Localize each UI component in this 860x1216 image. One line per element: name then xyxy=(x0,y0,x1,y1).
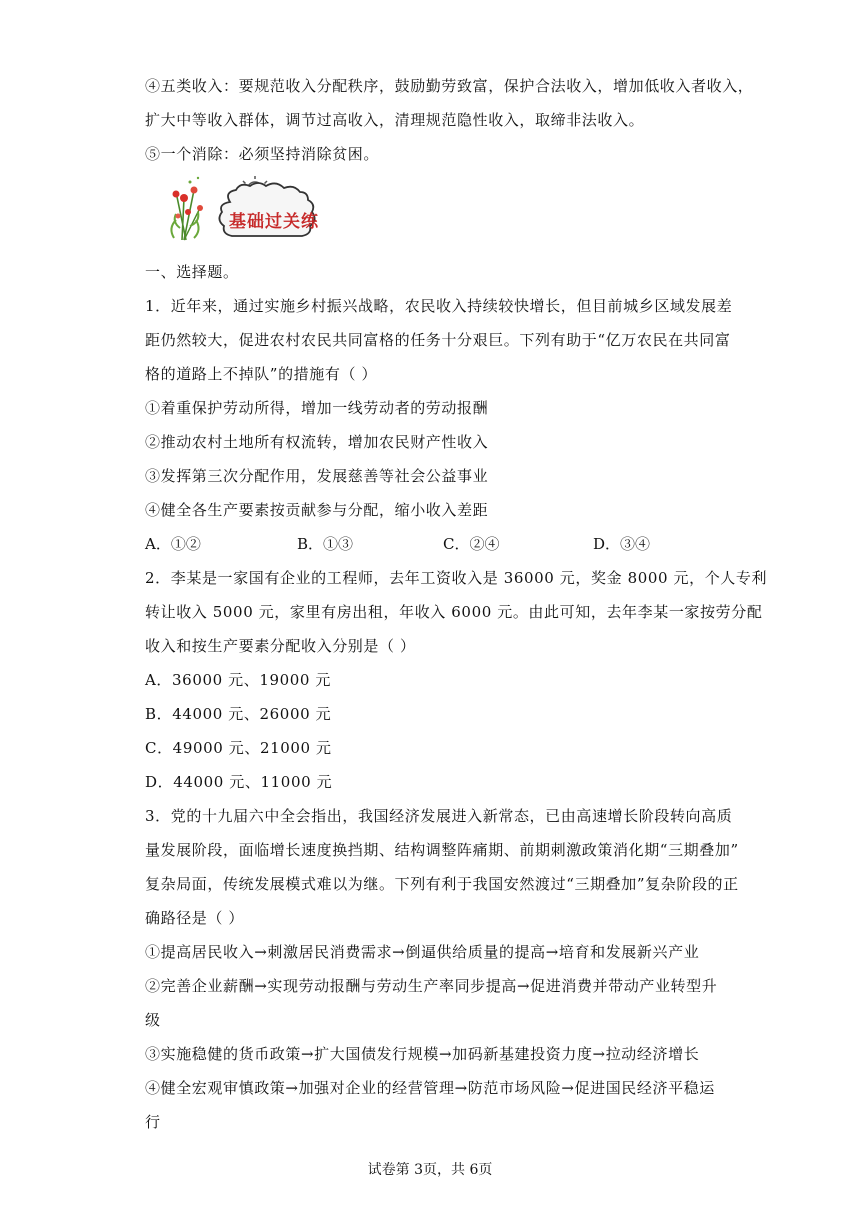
q2-option-c: C．49000 元、21000 元 xyxy=(145,739,332,757)
q1-option-a: A．①② xyxy=(145,535,201,553)
banner-label: 基础过关练 xyxy=(229,212,319,232)
q3-statement-4: ④健全宏观审慎政策→加强对企业的经营管理→防范市场风险→促进国民经济平稳运 xyxy=(145,1079,715,1097)
q2-option-a: A．36000 元、19000 元 xyxy=(145,671,332,689)
q1-option-b: B．①③ xyxy=(297,535,354,553)
q1-statement-2: ②推动农村土地所有权流转，增加农民财产性收入 xyxy=(145,433,489,451)
page-footer: 试卷第 3页，共 6页 xyxy=(367,1162,493,1178)
q1-stem-line-2: 距仍然较大，促进农村农民共同富格的任务十分艰巨。下列有助于“亿万农民在共同富 xyxy=(145,331,731,349)
q1-statement-3: ③发挥第三次分配作用，发展慈善等社会公益事业 xyxy=(145,467,489,485)
intro-line-3: ⑤一个消除：必须坚持消除贫困。 xyxy=(145,145,380,163)
q3-stem-line-1: 3．党的十九届六中全会指出，我国经济发展进入新常态，已由高速增长阶段转向高质 xyxy=(145,807,733,825)
q2-stem-line-2: 转让收入 5000 元，家里有房出租，年收入 6000 元。由此可知，去年李某一家按劳分配 xyxy=(145,603,763,621)
q1-statement-1: ①着重保护劳动所得，增加一线劳动者的劳动报酬 xyxy=(145,399,489,417)
section-banner xyxy=(160,168,360,248)
intro-line-1: ④五类收入：要规范收入分配秩序，鼓励勤劳致富，保护合法收入，增加低收入者收入， xyxy=(145,77,754,95)
q3-stem-line-2: 量发展阶段，面临增长速度换挡期、结构调整阵痛期、前期刺激政策消化期“三期叠加” xyxy=(145,841,739,859)
q2-stem-line-1: 2．李某是一家国有企业的工程师，去年工资收入是 36000 元，奖金 8000 元，个人专利 xyxy=(145,569,768,587)
q3-statement-3: ③实施稳健的货币政策→扩大国债发行规模→加码新基建投资力度→拉动经济增长 xyxy=(145,1045,700,1063)
flower-illustration-icon xyxy=(171,177,203,240)
q2-stem-line-3: 收入和按生产要素分配收入分别是（ ） xyxy=(145,637,416,655)
q1-option-c: C．②④ xyxy=(443,535,500,553)
q1-stem-line-3: 格的道路上不掉队”的措施有（ ） xyxy=(145,365,378,383)
section-title: 一、选择题。 xyxy=(145,263,239,281)
q3-statement-1: ①提高居民收入→刺激居民消费需求→倒逼供给质量的提高→培育和发展新兴产业 xyxy=(145,943,700,961)
q3-statement-2: ②完善企业薪酬→实现劳动报酬与劳动生产率同步提高→促进消费并带动产业转型升 xyxy=(145,977,718,995)
q2-option-d: D．44000 元、11000 元 xyxy=(145,773,333,791)
q1-option-d: D．③④ xyxy=(593,535,651,553)
q2-option-b: B．44000 元、26000 元 xyxy=(145,705,332,723)
q3-stem-line-4: 确路径是（ ） xyxy=(145,909,244,927)
q1-options xyxy=(145,534,745,554)
q3-statement-4-cont: 行 xyxy=(145,1113,161,1131)
intro-line-2: 扩大中等收入群体，调节过高收入，清理规范隐性收入，取缔非法收入。 xyxy=(145,111,645,129)
q3-statement-2-cont: 级 xyxy=(145,1011,161,1029)
q1-stem-line-1: 1．近年来，通过实施乡村振兴战略，农民收入持续较快增长，但目前城乡区域发展差 xyxy=(145,297,733,315)
q3-stem-line-3: 复杂局面，传统发展模式难以为继。下列有利于我国安然渡过“三期叠加”复杂阶段的正 xyxy=(145,875,739,893)
q1-statement-4: ④健全各生产要素按贡献参与分配，缩小收入差距 xyxy=(145,501,489,519)
